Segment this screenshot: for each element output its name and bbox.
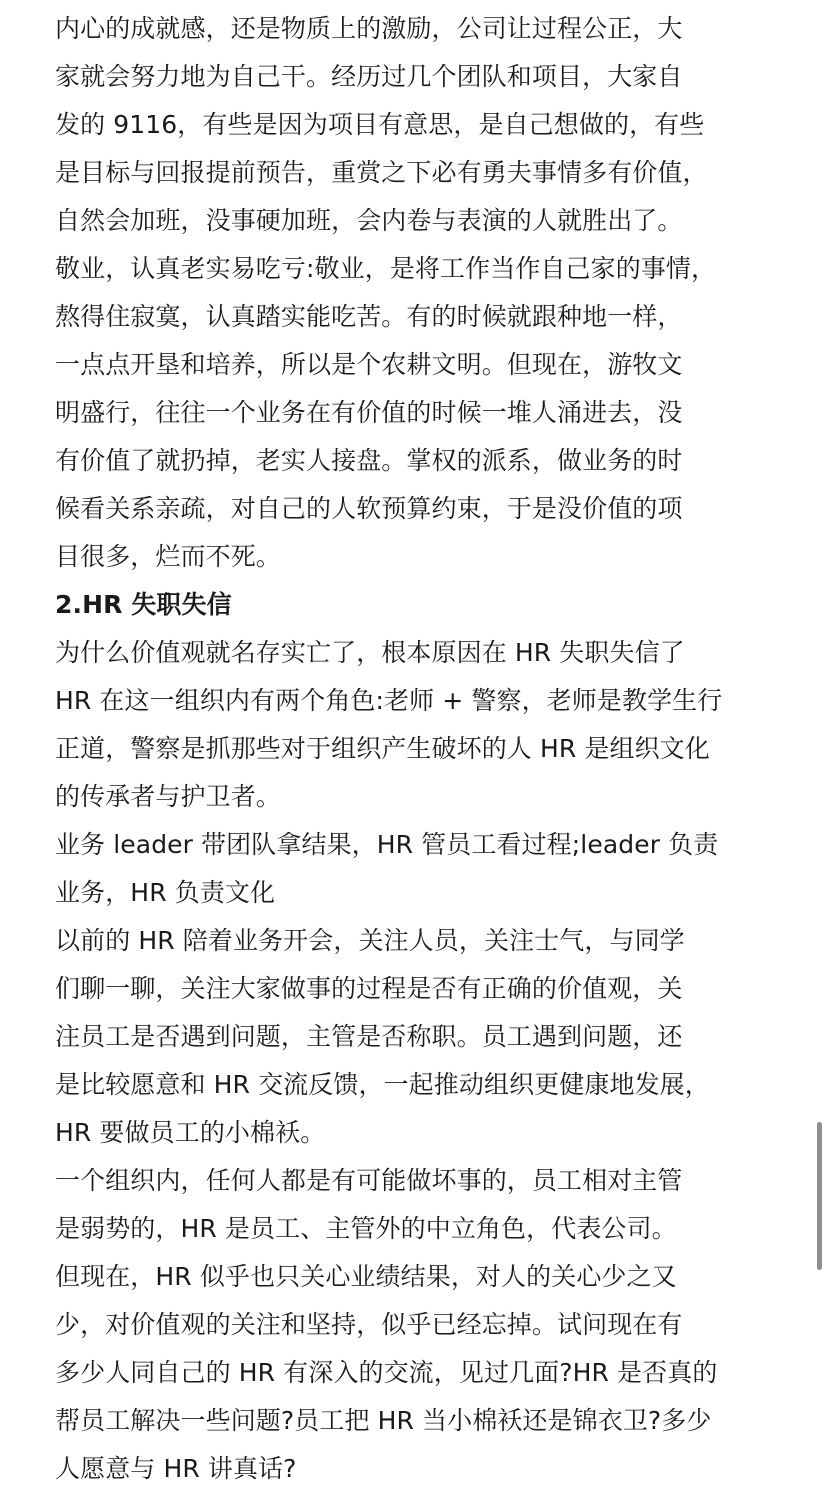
paragraph-line: 业务 leader 带团队拿结果，HR 管员工看过程;leader 负责 xyxy=(55,830,719,859)
paragraph-line: 一个组织内，任何人都是有可能做坏事的，员工相对主管 xyxy=(55,1166,683,1195)
paragraph-line: 正道，警察是抓那些对于组织产生破坏的人 HR 是组织文化 xyxy=(55,734,710,763)
paragraph-line: 家就会努力地为自己干。经历过几个团队和项目，大家自 xyxy=(55,62,683,91)
paragraph-line: 敬业，认真老实易吃亏:敬业，是将工作当作自己家的事情， xyxy=(55,254,717,283)
paragraph-line: 内心的成就感，还是物质上的激励，公司让过程公正，大 xyxy=(55,14,683,43)
paragraph-line: 多少人同自己的 HR 有深入的交流，见过几面?HR 是否真的 xyxy=(55,1358,718,1387)
paragraph-line: 是弱势的，HR 是员工、主管外的中立角色，代表公司。 xyxy=(55,1214,677,1243)
scrollbar-thumb[interactable] xyxy=(817,1122,822,1270)
paragraph-line: 业务，HR 负责文化 xyxy=(55,878,276,907)
section-heading: 2.HR 失职失信 xyxy=(55,590,232,619)
paragraph-line: 自然会加班，没事硬加班，会内卷与表演的人就胜出了。 xyxy=(55,206,683,235)
paragraph-line: 发的 9116，有些是因为项目有意思，是自己想做的，有些 xyxy=(55,110,705,139)
paragraph-line: 熬得住寂寞，认真踏实能吃苦。有的时候就跟种地一样， xyxy=(55,302,683,331)
paragraph-line: HR 在这一组织内有两个角色:老师 + 警察，老师是教学生行 xyxy=(55,686,723,715)
paragraph-line: 为什么价值观就名存实亡了，根本原因在 HR 失职失信了 xyxy=(55,638,685,667)
paragraph-line: HR 要做员工的小棉袄。 xyxy=(55,1118,326,1147)
paragraph-line: 少，对价值观的关注和坚持，似乎已经忘掉。试问现在有 xyxy=(55,1310,683,1339)
paragraph-line: 有价值了就扔掉，老实人接盘。掌权的派系，做业务的时 xyxy=(55,446,683,475)
paragraph-line: 们聊一聊，关注大家做事的过程是否有正确的价值观，关 xyxy=(55,974,683,1003)
paragraph-line: 一点点开垦和培养，所以是个农耕文明。但现在，游牧文 xyxy=(55,350,683,379)
paragraph-line: 是比较愿意和 HR 交流反馈，一起推动组织更健康地发展， xyxy=(55,1070,710,1099)
paragraph-line: 的传承者与护卫者。 xyxy=(55,782,281,811)
paragraph-line: 注员工是否遇到问题，主管是否称职。员工遇到问题，还 xyxy=(55,1022,683,1051)
paragraph-line: 人愿意与 HR 讲真话? xyxy=(55,1454,297,1483)
paragraph-line: 明盛行，往往一个业务在有价值的时候一堆人涌进去，没 xyxy=(55,398,683,427)
paragraph-line: 目很多，烂而不死。 xyxy=(55,542,281,571)
paragraph-line: 是目标与回报提前预告，重赏之下必有勇夫事情多有价值， xyxy=(55,158,708,187)
paragraph-line: 候看关系亲疏，对自己的人软预算约束，于是没价值的项 xyxy=(55,494,683,523)
paragraph-line: 以前的 HR 陪着业务开会，关注人员，关注士气，与同学 xyxy=(55,926,685,955)
paragraph-line: 但现在，HR 似乎也只关心业绩结果，对人的关心少之又 xyxy=(55,1262,677,1291)
paragraph-line: 帮员工解决一些问题?员工把 HR 当小棉袄还是锦衣卫?多少 xyxy=(55,1406,712,1435)
